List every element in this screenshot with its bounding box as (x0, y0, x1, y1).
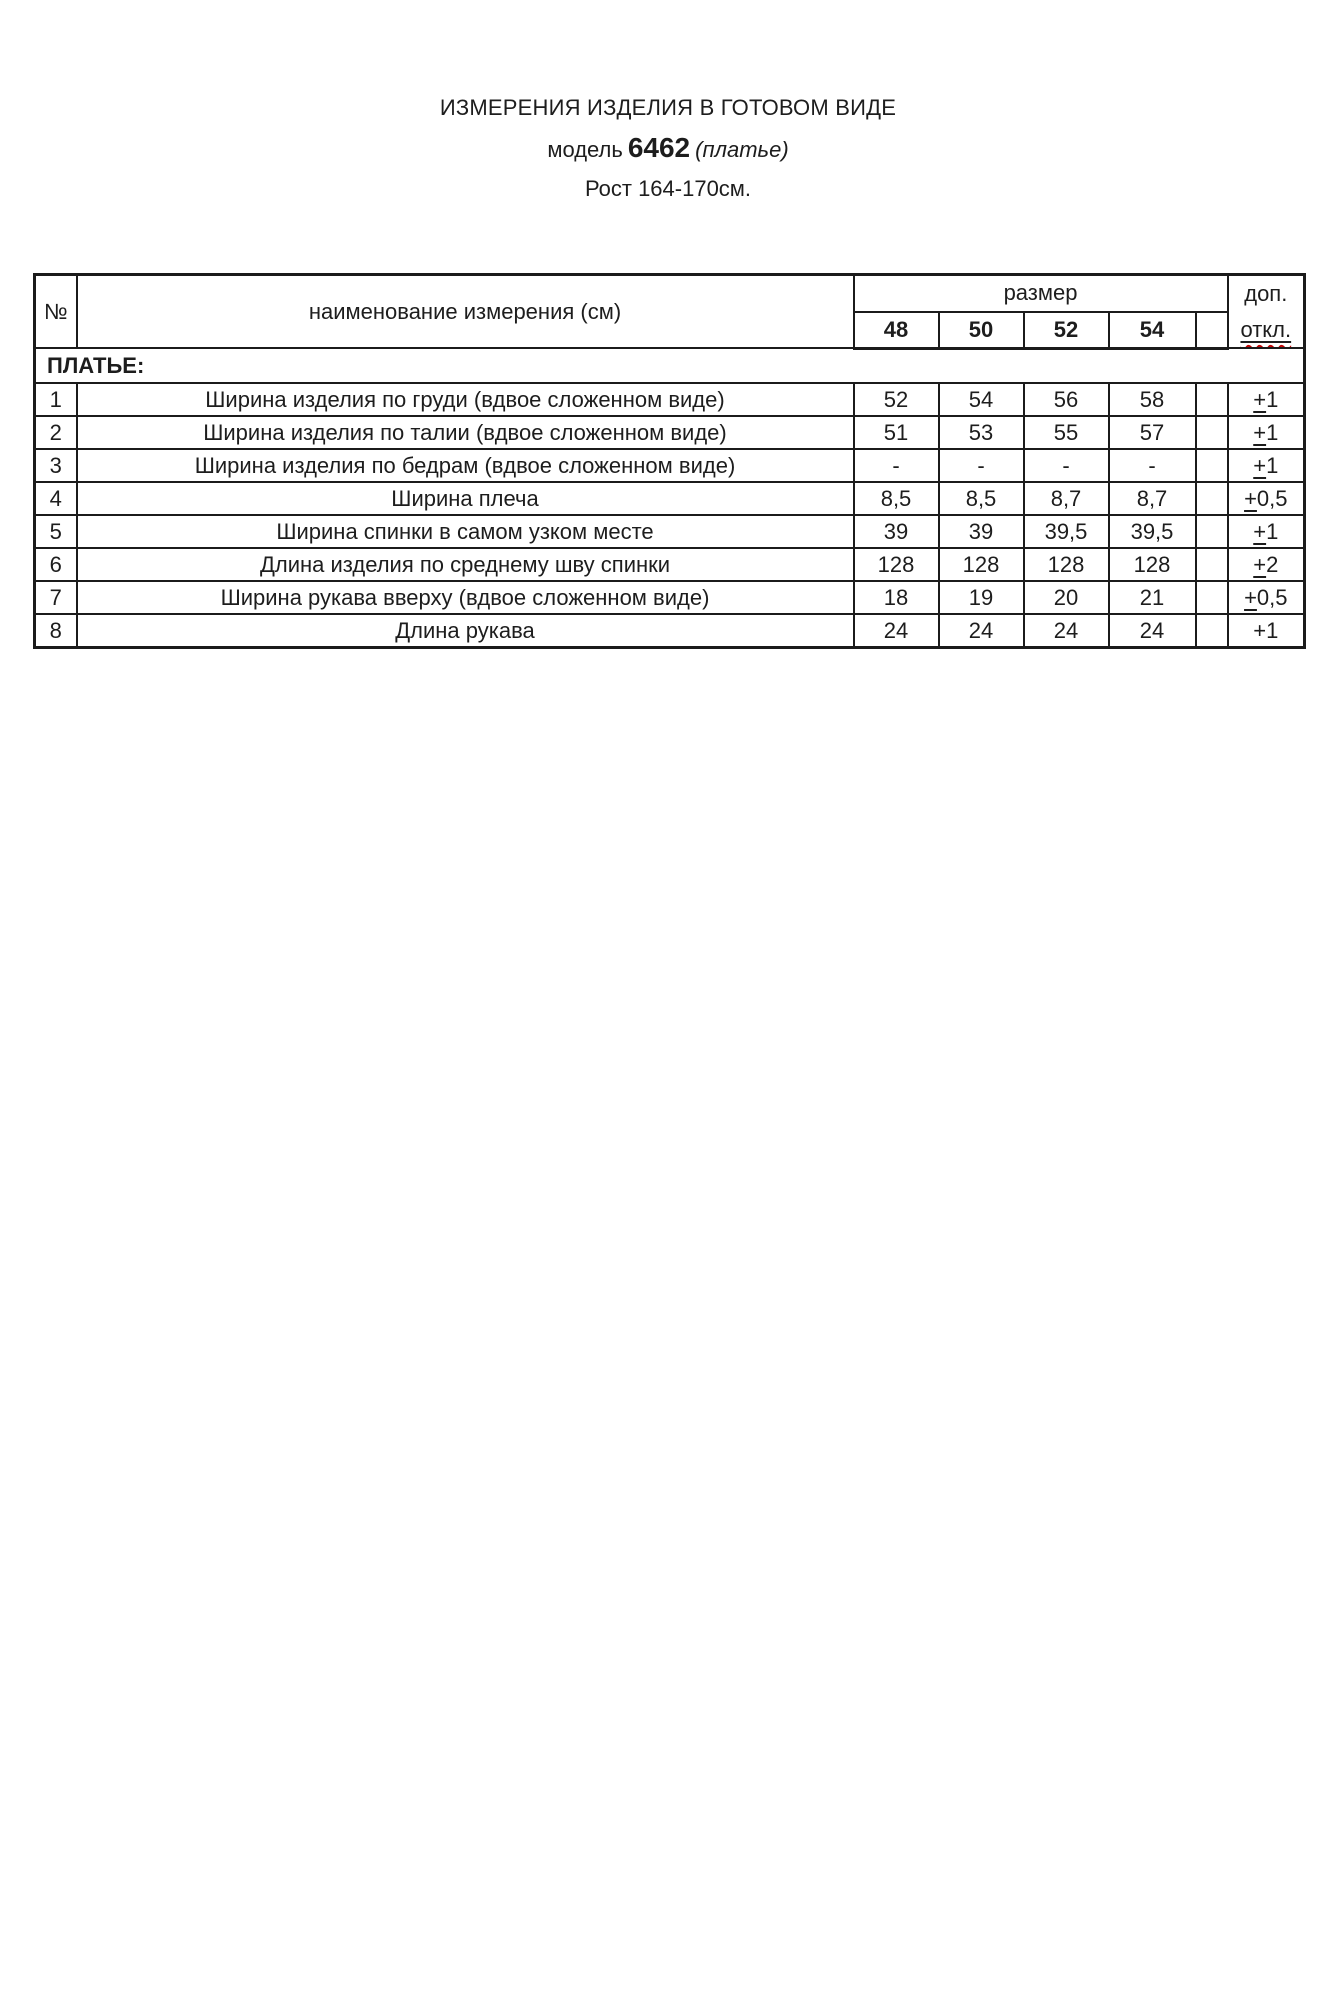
model-label: модель (547, 137, 623, 162)
tolerance-header-top: доп. (1244, 281, 1288, 306)
size-value: 57 (1109, 416, 1196, 449)
row-number: 2 (35, 416, 77, 449)
row-number: 6 (35, 548, 77, 581)
tolerance-number: 1 (1266, 452, 1279, 478)
spacer-cell (1196, 449, 1228, 482)
row-number: 7 (35, 581, 77, 614)
spacer-header-cell (1196, 312, 1228, 348)
tolerance-number: 1 (1266, 419, 1279, 445)
row-number: 1 (35, 383, 77, 416)
size-value: 55 (1024, 416, 1109, 449)
size-value: 20 (1024, 581, 1109, 614)
tolerance-number: 1 (1266, 386, 1279, 412)
size-value: 39 (854, 515, 939, 548)
tolerance-sign: + (1253, 386, 1267, 412)
tolerance-sign: + (1244, 485, 1257, 511)
model-number: 6462 (627, 132, 691, 163)
model-type: (платье) (695, 137, 789, 162)
column-header-size-50: 50 (939, 312, 1024, 348)
tolerance-sign: + (1244, 584, 1257, 610)
tolerance-number: 0,5 (1256, 584, 1288, 610)
tolerance-header-bottom: откл. (1240, 316, 1292, 342)
size-value: 24 (1024, 614, 1109, 647)
row-number: 4 (35, 482, 77, 515)
row-number: 3 (35, 449, 77, 482)
measurement-name: Ширина изделия по груди (вдвое сложенном виде) (77, 383, 854, 416)
measurement-name: Ширина изделия по талии (вдвое сложенном виде) (77, 416, 854, 449)
size-value: 21 (1109, 581, 1196, 614)
column-header-number: № (35, 275, 77, 349)
tolerance-value (1228, 383, 1305, 416)
height-range: Рост 164-170см. (584, 176, 752, 201)
size-value: 58 (1109, 383, 1196, 416)
tolerance-value (1228, 614, 1305, 647)
tolerance-sign: + (1253, 452, 1267, 478)
model-line (33, 132, 1303, 164)
section-row (35, 348, 1305, 383)
tolerance-number: 1 (1266, 518, 1279, 544)
tolerance-number: 0,5 (1256, 485, 1288, 511)
table-row (35, 449, 1305, 482)
table-body (35, 348, 1305, 647)
column-header-size-group: размер (854, 275, 1228, 312)
row-number: 8 (35, 614, 77, 647)
spacer-cell (1196, 614, 1228, 647)
size-value: 18 (854, 581, 939, 614)
size-value: 53 (939, 416, 1024, 449)
size-value: 8,5 (939, 482, 1024, 515)
size-value: 128 (939, 548, 1024, 581)
column-header-size-48: 48 (854, 312, 939, 348)
measurement-name: Ширина плеча (77, 482, 854, 515)
tolerance-value (1228, 482, 1305, 515)
spacer-cell (1196, 482, 1228, 515)
table-row (35, 482, 1305, 515)
size-value: 8,5 (854, 482, 939, 515)
tolerance-value (1228, 416, 1305, 449)
size-value: 52 (854, 383, 939, 416)
size-value: 56 (1024, 383, 1109, 416)
table-row (35, 581, 1305, 614)
tolerance-sign: + (1253, 419, 1267, 445)
column-header-measurement: наименование измерения (см) (77, 275, 854, 349)
section-label: ПЛАТЬЕ: (35, 348, 1305, 383)
tolerance-value (1228, 581, 1305, 614)
size-value: 8,7 (1024, 482, 1109, 515)
column-header-size-54: 54 (1109, 312, 1196, 348)
page-title: ИЗМЕРЕНИЯ ИЗДЕЛИЯ В ГОТОВОМ ВИДЕ (439, 95, 897, 120)
tolerance-value (1228, 515, 1305, 548)
tolerance-sign: + (1253, 617, 1267, 643)
measurement-name: Ширина спинки в самом узком месте (77, 515, 854, 548)
size-value: 24 (854, 614, 939, 647)
size-value: 39,5 (1109, 515, 1196, 548)
header-row-top (35, 275, 1305, 312)
column-header-size-52: 52 (1024, 312, 1109, 348)
size-value: 8,7 (1109, 482, 1196, 515)
size-value: 51 (854, 416, 939, 449)
measurement-name: Длина рукава (77, 614, 854, 647)
size-value: - (854, 449, 939, 482)
spacer-cell (1196, 581, 1228, 614)
tolerance-number: 2 (1266, 551, 1279, 577)
size-value: - (939, 449, 1024, 482)
column-header-tolerance (1228, 275, 1305, 349)
measurement-name: Ширина изделия по бедрам (вдвое сложенном виде) (77, 449, 854, 482)
row-number: 5 (35, 515, 77, 548)
size-value: 54 (939, 383, 1024, 416)
size-value: 24 (1109, 614, 1196, 647)
table-row (35, 416, 1305, 449)
tolerance-sign: + (1253, 518, 1267, 544)
size-value: 19 (939, 581, 1024, 614)
size-value: - (1109, 449, 1196, 482)
tolerance-sign: + (1253, 551, 1267, 577)
document-header (33, 95, 1303, 202)
size-value: 128 (1109, 548, 1196, 581)
size-value: - (1024, 449, 1109, 482)
size-value: 39,5 (1024, 515, 1109, 548)
spacer-cell (1196, 548, 1228, 581)
spacer-cell (1196, 515, 1228, 548)
measurement-name: Длина изделия по среднему шву спинки (77, 548, 854, 581)
size-value: 39 (939, 515, 1024, 548)
size-value: 128 (854, 548, 939, 581)
measurements-table (33, 273, 1306, 649)
spacer-cell (1196, 416, 1228, 449)
table-row (35, 383, 1305, 416)
tolerance-value (1228, 548, 1305, 581)
table-row (35, 614, 1305, 647)
size-value: 24 (939, 614, 1024, 647)
size-value: 128 (1024, 548, 1109, 581)
measurement-name: Ширина рукава вверху (вдвое сложенном виде) (77, 581, 854, 614)
tolerance-number: 1 (1266, 617, 1279, 643)
tolerance-value (1228, 449, 1305, 482)
spacer-cell (1196, 383, 1228, 416)
table-row (35, 548, 1305, 581)
table-row (35, 515, 1305, 548)
